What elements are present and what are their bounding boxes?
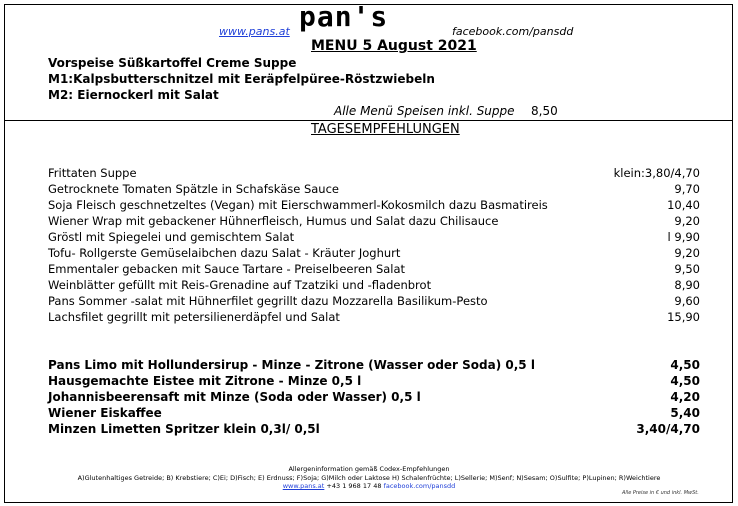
footer-phone: +43 1 968 17 48 [326,482,382,490]
drink-price: 5,40 [670,406,700,420]
footer-site-link[interactable]: www.pans.at [282,482,325,490]
dish-price: 9,20 [674,246,700,260]
dish-name: Lachsfilet gegrillt mit petersilienerdäpfel und Salat [48,310,340,324]
dish-price: 10,40 [667,198,700,212]
allergen-title: Allergeninformation gemäß Codex-Empfehlungen [288,465,450,473]
menu-m1: M1:Kalpsbutterschnitzel mit Eeräpfelpüree-Röstzwiebeln [48,72,435,86]
footer-contact [283,482,456,490]
drink-name: Hausgemachte Eistee mit Zitrone - Minze 0,5 l [48,374,362,388]
pans-logo: pan's [299,0,389,33]
dish-name: Wiener Wrap mit gebackener Hühnerfleisch, Humus und Salat dazu Chilisauce [48,214,499,228]
dish-name: Weinblätter gefüllt mit Reis-Grenadine auf Tzatziki und -fladenbrot [48,278,432,292]
allergen-codes: A)Glutenhaltiges Getreide; B) Krebstiere; C)Ei; D)Fisch; E) Erdnuss; F)Soja; G)Milch oder Laktose H) Schalenfrüchte; L)Sellerie; M)Senf; N)Sesam; O)Sulfite; P)Lupinen; R)Weichtiere [77,474,661,482]
drink-price: 4,50 [670,358,700,372]
facebook-text: facebook.com/pansdd [452,25,574,38]
price-note: Alle Preise in € und inkl. MwSt. [622,490,699,496]
dish-price: 9,20 [674,214,700,228]
dish-name: Soja Fleisch geschnetzeltes (Vegan) mit Eierschwammerl-Kokosmilch dazu Basmatireis [48,198,548,212]
drink-price: 3,40/4,70 [636,422,700,436]
dish-name: Tofu- Rollgerste Gemüselaibchen dazu Salat - Kräuter Joghurt [48,246,401,260]
dish-price: 9,70 [674,182,700,196]
website-link[interactable]: www.pans.at [219,25,290,38]
footer-facebook: facebook.com/pansdd [383,482,456,490]
drink-name: Minzen Limetten Spritzer klein 0,3l/ 0,5l [48,422,320,436]
menu-starter: Vorspeise Süßkartoffel Creme Suppe [48,56,297,70]
menu-included-note: Alle Menü Speisen inkl. Suppe [334,104,515,118]
section-divider [4,120,733,121]
drink-name: Wiener Eiskaffee [48,406,162,420]
dish-name: Pans Sommer -salat mit Hühnerfilet gegrillt dazu Mozzarella Basilikum-Pesto [48,294,488,308]
dish-price: 15,90 [667,310,700,324]
menu-title: MENU 5 August 2021 [311,38,477,54]
menu-included-price: 8,50 [531,104,558,118]
dish-name: Emmentaler gebacken mit Sauce Tartare - Preiselbeeren Salat [48,262,406,276]
dish-price: klein:3,80/4,70 [613,166,700,180]
drink-price: 4,20 [670,390,700,404]
dish-price: 9,50 [674,262,700,276]
dish-price: 8,90 [674,278,700,292]
recommendations-title: TAGESEMPFEHLUNGEN [311,122,460,137]
drink-name: Pans Limo mit Hollundersirup - Minze - Zitrone (Wasser oder Soda) 0,5 l [48,358,535,372]
dish-name: Gröstl mit Spiegelei und gemischtem Salat [48,230,295,244]
dish-name: Getrocknete Tomaten Spätzle in Schafskäse Sauce [48,182,339,196]
dish-name: Frittaten Suppe [48,166,137,180]
dish-price: 9,60 [674,294,700,308]
dish-price: l 9,90 [667,230,700,244]
drink-name: Johannisbeerensaft mit Minze (Soda oder Wasser) 0,5 l [48,390,421,404]
drink-price: 4,50 [670,374,700,388]
menu-m2: M2: Eiernockerl mit Salat [48,88,219,102]
